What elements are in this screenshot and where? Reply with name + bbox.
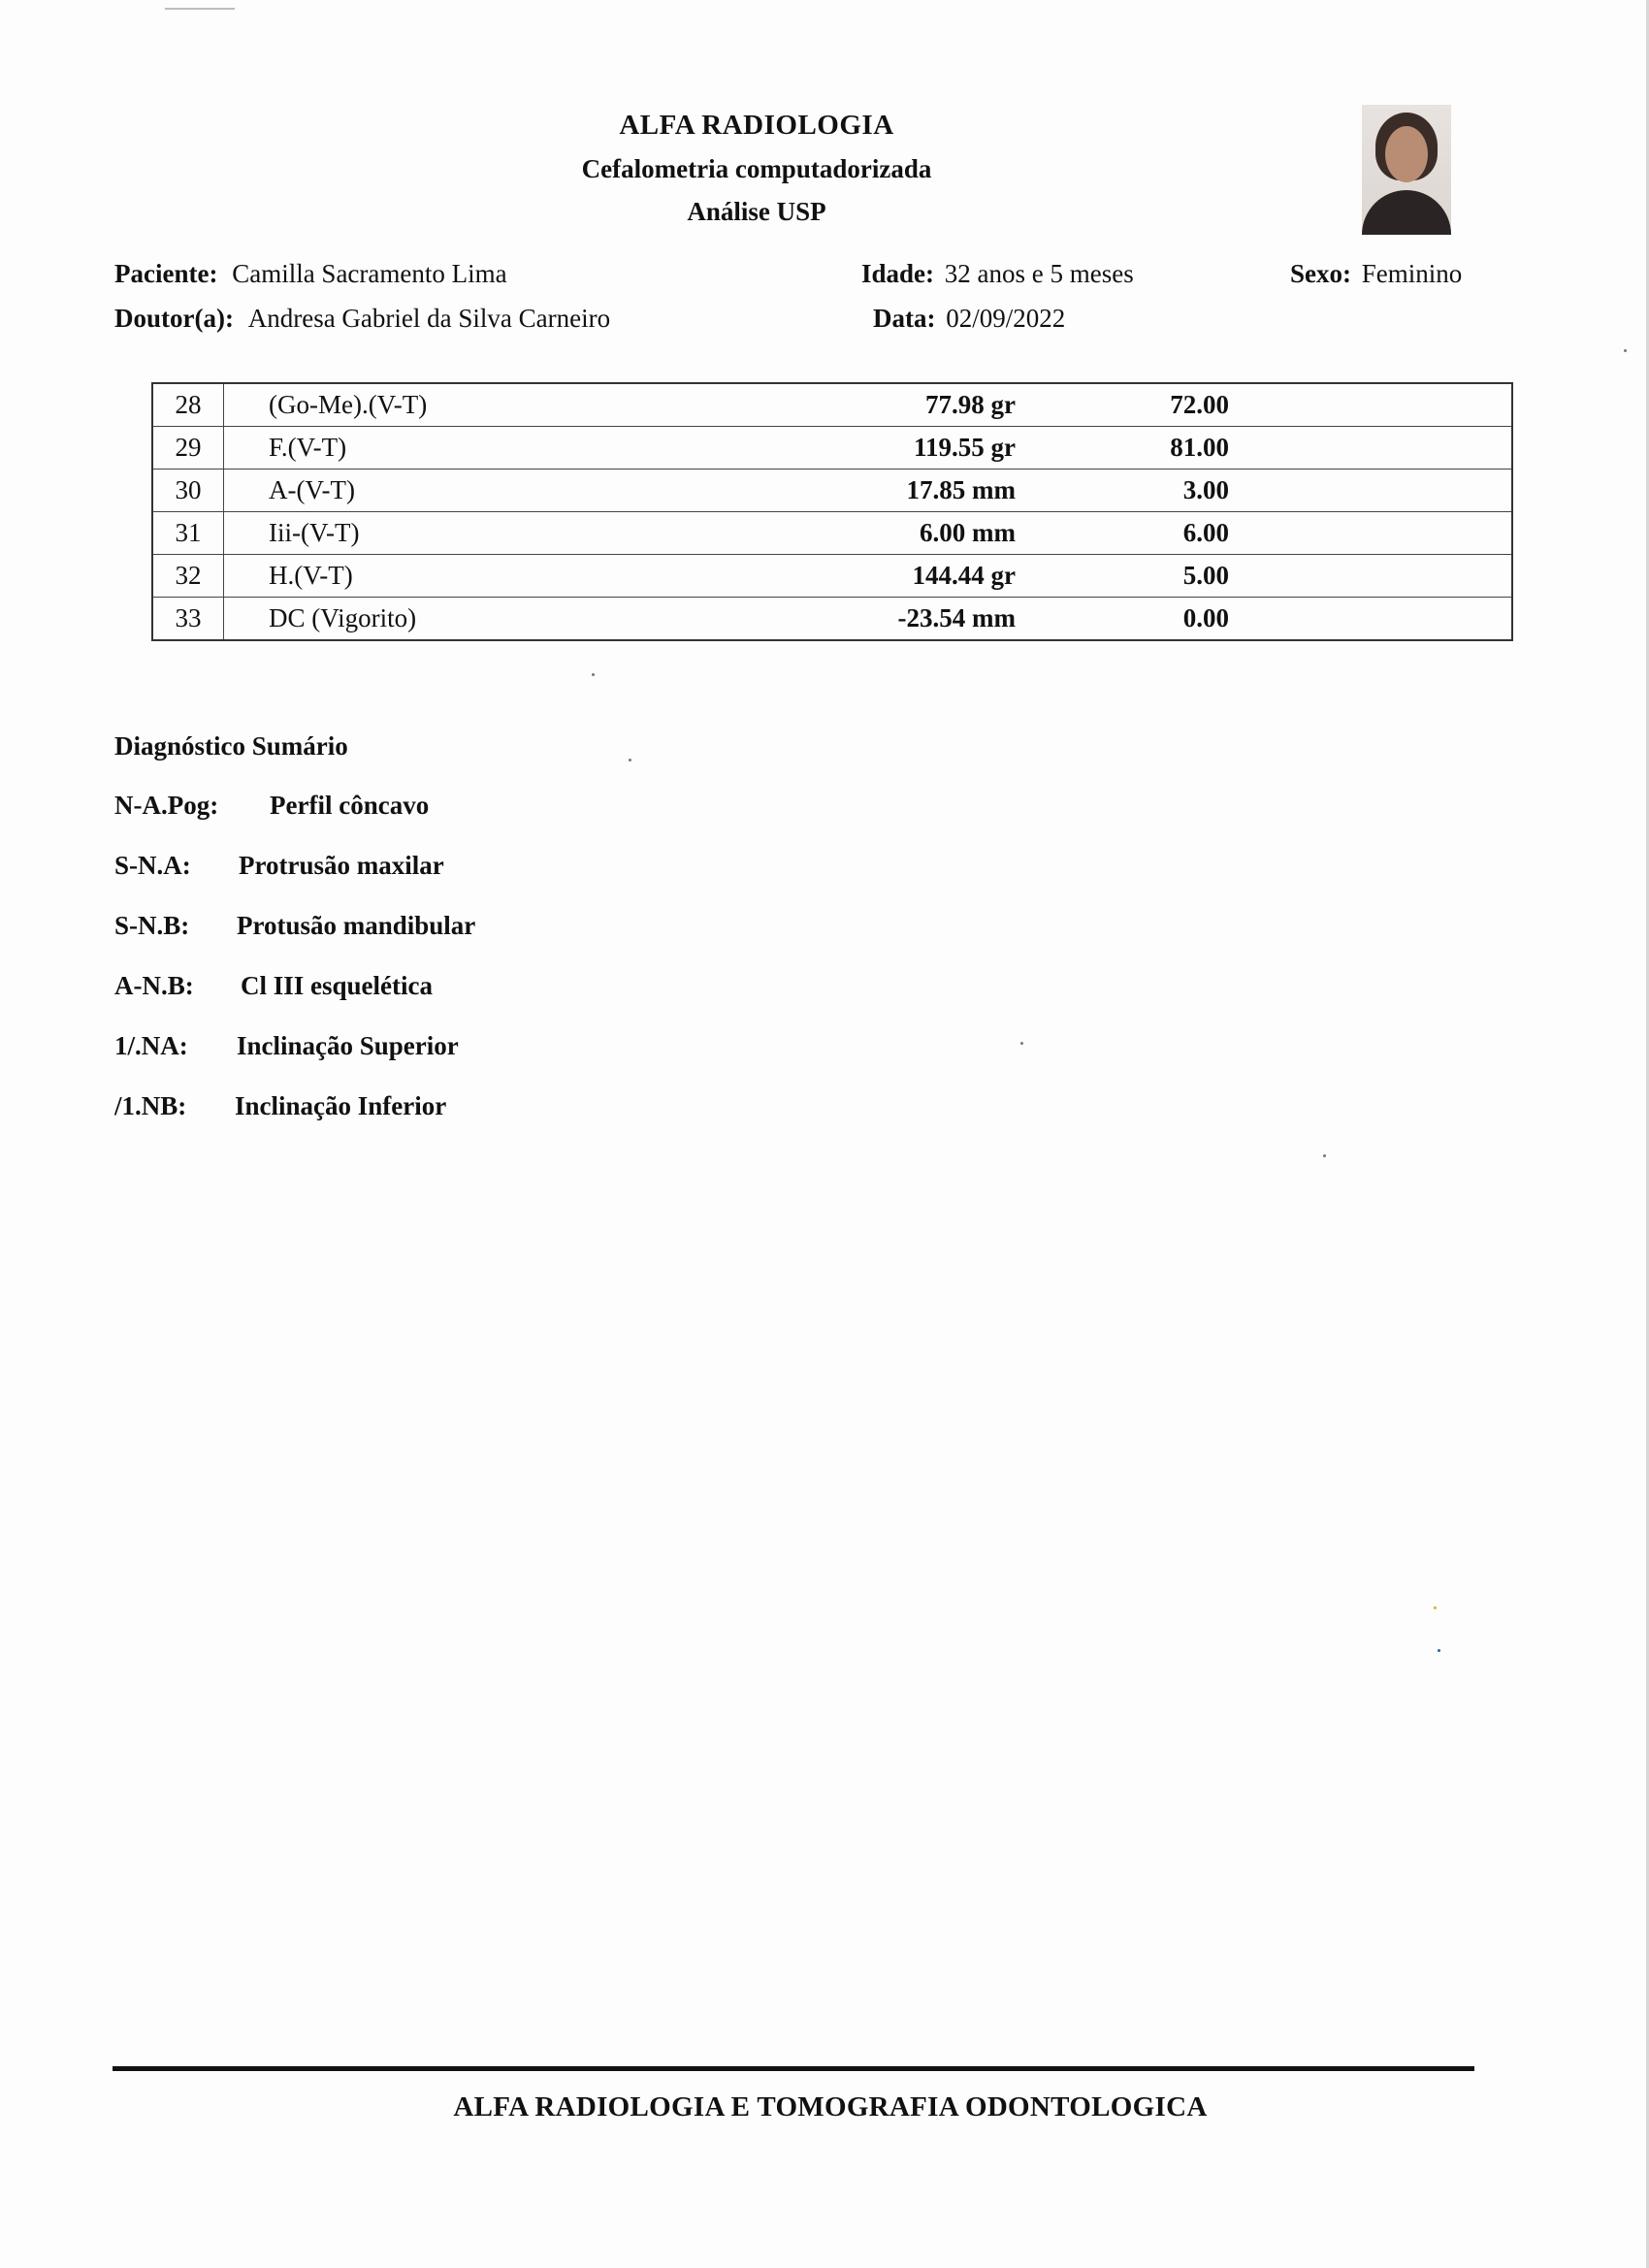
diagnosis-title: Diagnóstico Sumário	[114, 731, 348, 761]
row-reference: 5.00	[1016, 555, 1229, 598]
scan-speck	[1323, 1154, 1326, 1157]
row-number: 32	[152, 555, 224, 598]
sex-label: Sexo:	[1290, 259, 1351, 288]
age-label: Idade:	[861, 259, 935, 288]
report-subtitle: Cefalometria computadorizada	[581, 154, 932, 183]
diagnosis-item	[114, 910, 475, 941]
row-reference: 0.00	[1016, 598, 1229, 641]
scan-speck	[1434, 1606, 1437, 1609]
diagnosis-value: Protusão mandibular	[237, 911, 476, 940]
row-label: A-(V-T)	[224, 470, 755, 512]
date-value: 02/09/2022	[946, 304, 1066, 333]
row-label: DC (Vigorito)	[224, 598, 755, 641]
diagnosis-key: 1/.NA:	[114, 1031, 188, 1060]
row-label: Iii-(V-T)	[224, 512, 755, 555]
row-empty-cell	[1229, 555, 1512, 598]
doctor-field	[114, 303, 610, 334]
diagnosis-key: S-N.B:	[114, 911, 190, 940]
row-empty-cell	[1229, 383, 1512, 427]
measurements-table-wrap	[151, 382, 1513, 641]
photo-face	[1385, 126, 1428, 182]
table-row	[152, 383, 1512, 427]
row-label: H.(V-T)	[224, 555, 755, 598]
row-value: 119.55 gr	[754, 427, 1016, 470]
scan-speck	[1438, 1649, 1440, 1652]
footer-divider	[113, 2066, 1474, 2071]
patient-field	[114, 258, 507, 289]
table-row	[152, 555, 1512, 598]
row-value: 144.44 gr	[754, 555, 1016, 598]
row-number: 30	[152, 470, 224, 512]
row-reference: 81.00	[1016, 427, 1229, 470]
diagnosis-value: Cl III esquelética	[241, 971, 433, 1000]
diagnosis-key: S-N.A:	[114, 851, 191, 880]
row-number: 31	[152, 512, 224, 555]
row-value: 77.98 gr	[754, 383, 1016, 427]
sex-value: Feminino	[1361, 259, 1463, 288]
date-field	[873, 303, 1065, 334]
diagnosis-item	[114, 790, 429, 821]
diagnosis-value: Protrusão maxilar	[239, 851, 444, 880]
row-value: 17.85 mm	[754, 470, 1016, 512]
row-number: 29	[152, 427, 224, 470]
row-label: F.(V-T)	[224, 427, 755, 470]
row-empty-cell	[1229, 470, 1512, 512]
scan-speck	[1624, 349, 1627, 352]
measurements-table	[151, 382, 1513, 641]
patient-name: Camilla Sacramento Lima	[232, 259, 507, 288]
report-title-block	[466, 109, 1048, 227]
age-field	[861, 258, 1134, 289]
table-row	[152, 512, 1512, 555]
analysis-name: Análise USP	[687, 197, 826, 226]
patient-photo	[1362, 105, 1451, 235]
row-label: (Go-Me).(V-T)	[224, 383, 755, 427]
diagnosis-key: N-A.Pog:	[114, 791, 219, 820]
age-value: 32 anos e 5 meses	[944, 259, 1134, 288]
scan-edge-top	[165, 8, 235, 10]
row-reference: 3.00	[1016, 470, 1229, 512]
doctor-label: Doutor(a):	[114, 304, 234, 333]
table-row	[152, 427, 1512, 470]
table-row	[152, 598, 1512, 641]
scan-speck	[629, 759, 631, 761]
row-number: 28	[152, 383, 224, 427]
table-row	[152, 470, 1512, 512]
diagnosis-value: Inclinação Superior	[237, 1031, 459, 1060]
scan-speck	[592, 673, 595, 676]
diagnosis-item	[114, 1030, 459, 1061]
diagnosis-key: A-N.B:	[114, 971, 194, 1000]
row-value: -23.54 mm	[754, 598, 1016, 641]
doctor-name: Andresa Gabriel da Silva Carneiro	[247, 304, 611, 333]
diagnosis-item	[114, 1090, 446, 1121]
row-empty-cell	[1229, 512, 1512, 555]
sex-field	[1290, 258, 1462, 289]
date-label: Data:	[873, 304, 936, 333]
scan-speck	[1020, 1042, 1023, 1045]
row-value: 6.00 mm	[754, 512, 1016, 555]
patient-label: Paciente:	[114, 259, 218, 288]
photo-shoulders	[1362, 190, 1451, 235]
diagnosis-item	[114, 970, 433, 1001]
row-number: 33	[152, 598, 224, 641]
clinic-name: ALFA RADIOLOGIA	[619, 110, 894, 141]
diagnosis-key: /1.NB:	[114, 1091, 187, 1120]
row-empty-cell	[1229, 427, 1512, 470]
diagnosis-value: Perfil côncavo	[270, 791, 430, 820]
row-reference: 72.00	[1016, 383, 1229, 427]
diagnosis-item	[114, 850, 444, 881]
diagnosis-value: Inclinação Inferior	[235, 1091, 447, 1120]
row-reference: 6.00	[1016, 512, 1229, 555]
row-empty-cell	[1229, 598, 1512, 641]
footer-text: ALFA RADIOLOGIA E TOMOGRAFIA ODONTOLOGICA	[453, 2091, 1208, 2122]
